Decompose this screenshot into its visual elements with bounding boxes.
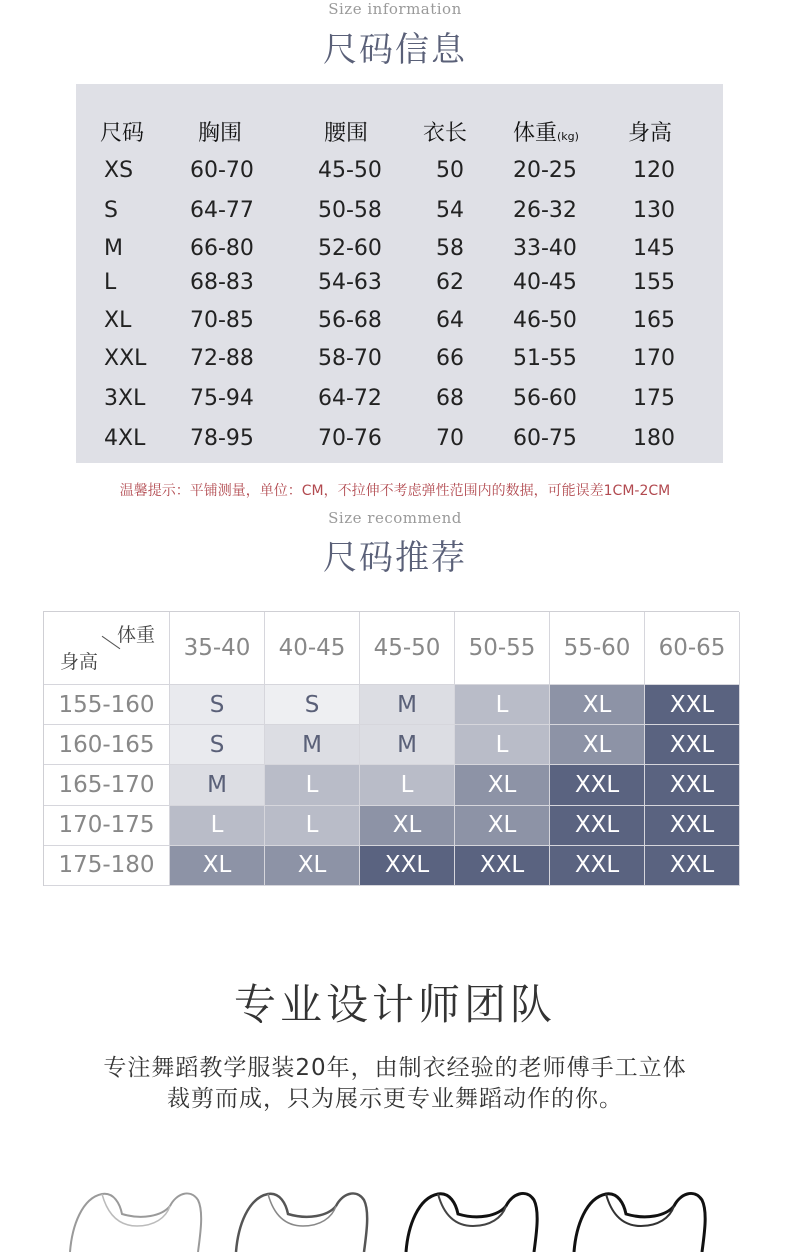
- grid-weight-header: 60-65: [645, 612, 740, 685]
- size-cell-length: 58: [436, 236, 464, 261]
- size-cell-weight: 33-40: [513, 236, 577, 261]
- size-cell-size: 3XL: [104, 386, 146, 411]
- team-description-line1: 专注舞蹈教学服装20年，由制衣经验的老师傅手工立体: [103, 1055, 687, 1081]
- grid-size-cell: XXL: [645, 846, 740, 886]
- size-cell-height: 180: [633, 426, 675, 451]
- size-recommend-subtitle: Size recommend: [328, 509, 462, 527]
- grid-size-cell: M: [265, 725, 360, 765]
- grid-size-cell: XXL: [645, 725, 740, 765]
- garment-sketch-2: [228, 1186, 378, 1252]
- size-cell-height: 165: [633, 308, 675, 333]
- grid-size-cell: XXL: [645, 806, 740, 846]
- grid-weight-header: 50-55: [455, 612, 550, 685]
- grid-height-header: 155-160: [44, 685, 170, 725]
- team-title: 专业设计师团队: [233, 980, 556, 1029]
- size-cell-waist: 56-68: [318, 308, 382, 333]
- size-cell-length: 68: [436, 386, 464, 411]
- size-cell-weight: 40-45: [513, 270, 577, 295]
- grid-size-cell: XXL: [455, 846, 550, 886]
- grid-size-cell: XXL: [360, 846, 455, 886]
- team-description-line2: 裁剪而成，只为展示更专业舞蹈动作的你。: [167, 1086, 623, 1112]
- size-cell-waist: 54-63: [318, 270, 382, 295]
- corner-height-label: 身高: [60, 651, 99, 673]
- size-cell-size: L: [104, 270, 117, 295]
- grid-size-cell: XXL: [550, 806, 645, 846]
- size-cell-size: XL: [104, 308, 132, 333]
- size-cell-size: XS: [104, 158, 134, 183]
- size-cell-height: 170: [633, 346, 675, 371]
- size-cell-weight: 51-55: [513, 346, 577, 371]
- grid-size-cell: XL: [360, 806, 455, 846]
- size-cell-chest: 72-88: [190, 346, 254, 371]
- size-cell-weight: 26-32: [513, 198, 577, 223]
- size-cell-weight: 20-25: [513, 158, 577, 183]
- grid-size-cell: M: [360, 725, 455, 765]
- size-info-title: 尺码信息: [323, 30, 467, 70]
- grid-height-header: 170-175: [44, 806, 170, 846]
- header-size: 尺码: [100, 121, 145, 146]
- size-cell-size: XXL: [104, 346, 147, 371]
- header-height: 身高: [628, 121, 673, 146]
- grid-height-header: 165-170: [44, 765, 170, 805]
- size-cell-height: 145: [633, 236, 675, 261]
- measurement-note: 温馨提示：平铺测量，单位：CM，不拉伸不考虑弹性范围内的数据，可能误差1CM-2CM: [119, 483, 671, 499]
- size-cell-chest: 60-70: [190, 158, 254, 183]
- size-cell-weight: 46-50: [513, 308, 577, 333]
- header-chest: 胸围: [198, 121, 243, 146]
- grid-size-cell: XXL: [550, 765, 645, 805]
- size-recommend-grid: [43, 611, 739, 886]
- grid-size-cell: M: [360, 685, 455, 725]
- size-cell-chest: 75-94: [190, 386, 254, 411]
- grid-size-cell: L: [265, 806, 360, 846]
- grid-weight-header: 40-45: [265, 612, 360, 685]
- grid-weight-header: 55-60: [550, 612, 645, 685]
- grid-size-cell: L: [170, 806, 265, 846]
- header-weight: [513, 116, 579, 147]
- grid-size-cell: XXL: [550, 846, 645, 886]
- grid-size-cell: XXL: [645, 765, 740, 805]
- size-cell-length: 62: [436, 270, 464, 295]
- size-cell-size: 4XL: [104, 426, 146, 451]
- size-cell-chest: 66-80: [190, 236, 254, 261]
- grid-size-cell: XL: [550, 725, 645, 765]
- size-cell-chest: 78-95: [190, 426, 254, 451]
- grid-size-cell: L: [455, 725, 550, 765]
- size-cell-size: M: [104, 236, 123, 261]
- grid-height-header: 160-165: [44, 725, 170, 765]
- size-cell-waist: 70-76: [318, 426, 382, 451]
- header-weight-label: 体重: [513, 121, 558, 146]
- grid-size-cell: L: [265, 765, 360, 805]
- grid-size-cell: XL: [265, 846, 360, 886]
- garment-sketch-3: [398, 1186, 548, 1252]
- size-cell-length: 66: [436, 346, 464, 371]
- grid-size-cell: XL: [455, 806, 550, 846]
- grid-size-cell: XXL: [645, 685, 740, 725]
- grid-corner: [44, 612, 170, 685]
- grid-height-header: 175-180: [44, 846, 170, 886]
- size-cell-height: 175: [633, 386, 675, 411]
- size-cell-length: 50: [436, 158, 464, 183]
- grid-size-cell: L: [455, 685, 550, 725]
- grid-size-cell: S: [170, 725, 265, 765]
- grid-size-cell: M: [170, 765, 265, 805]
- grid-weight-header: 45-50: [360, 612, 455, 685]
- size-cell-waist: 45-50: [318, 158, 382, 183]
- size-cell-waist: 50-58: [318, 198, 382, 223]
- size-cell-height: 130: [633, 198, 675, 223]
- size-cell-waist: 64-72: [318, 386, 382, 411]
- size-cell-chest: 64-77: [190, 198, 254, 223]
- size-cell-chest: 68-83: [190, 270, 254, 295]
- size-cell-weight: 56-60: [513, 386, 577, 411]
- size-cell-chest: 70-85: [190, 308, 254, 333]
- grid-size-cell: S: [265, 685, 360, 725]
- size-cell-length: 54: [436, 198, 464, 223]
- size-info-table: [76, 84, 723, 463]
- size-cell-waist: 58-70: [318, 346, 382, 371]
- size-cell-waist: 52-60: [318, 236, 382, 261]
- corner-weight-label: 体重: [116, 624, 155, 646]
- header-waist: 腰围: [324, 121, 369, 146]
- size-recommend-title: 尺码推荐: [323, 538, 467, 578]
- size-cell-size: S: [104, 198, 118, 223]
- grid-size-cell: L: [360, 765, 455, 805]
- size-cell-weight: 60-75: [513, 426, 577, 451]
- grid-size-cell: XL: [550, 685, 645, 725]
- size-cell-length: 70: [436, 426, 464, 451]
- grid-size-cell: S: [170, 685, 265, 725]
- header-weight-unit: (kg): [557, 130, 579, 143]
- garment-sketch-4: [566, 1186, 716, 1252]
- size-cell-height: 120: [633, 158, 675, 183]
- garment-sketch-1: [62, 1186, 212, 1252]
- grid-size-cell: XL: [455, 765, 550, 805]
- size-info-subtitle: Size information: [328, 0, 462, 18]
- grid-weight-header: 35-40: [170, 612, 265, 685]
- grid-size-cell: XL: [170, 846, 265, 886]
- size-cell-height: 155: [633, 270, 675, 295]
- size-cell-length: 64: [436, 308, 464, 333]
- header-length: 衣长: [423, 121, 468, 146]
